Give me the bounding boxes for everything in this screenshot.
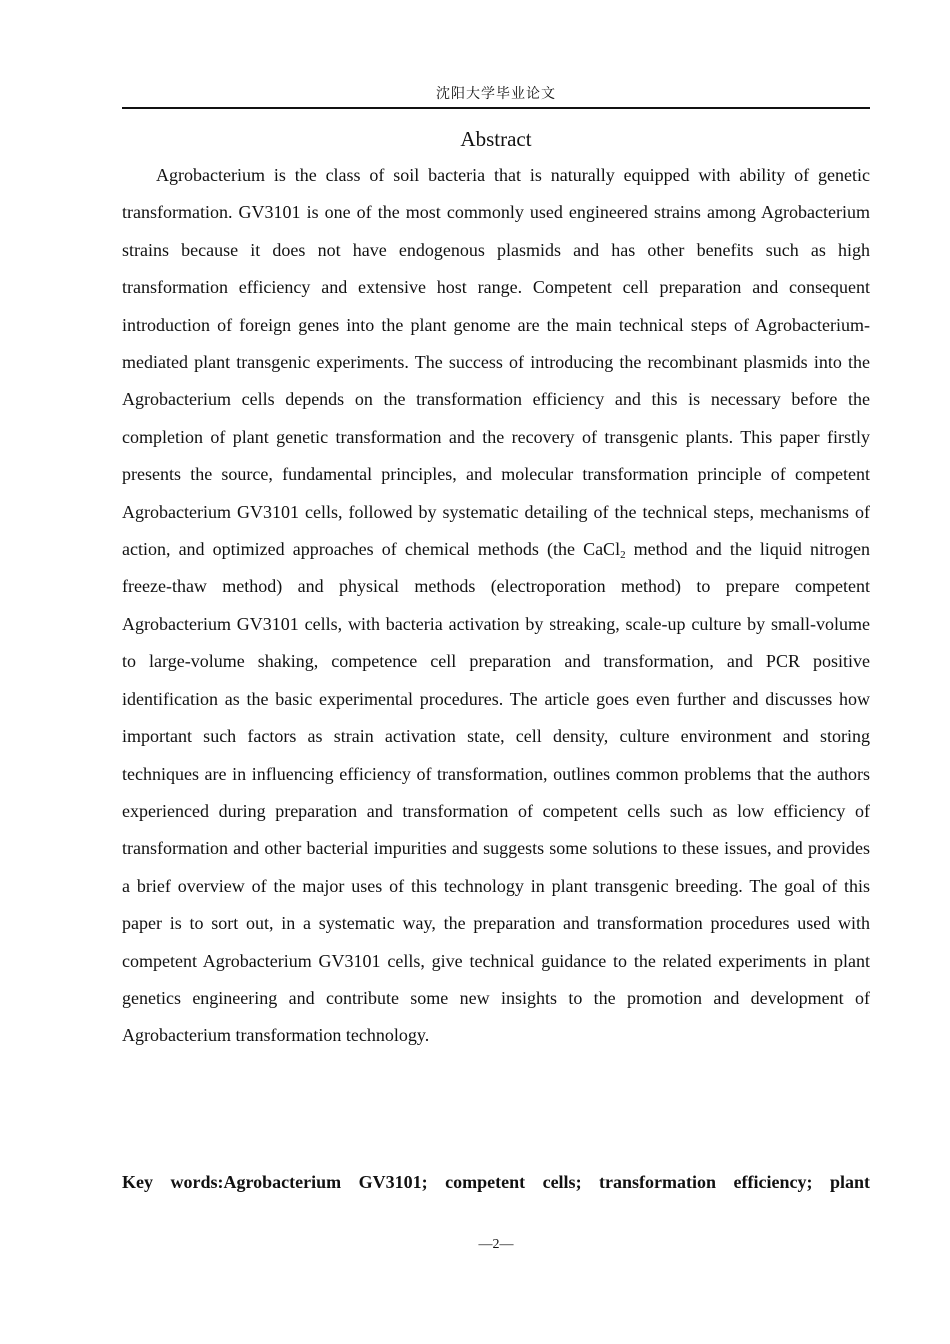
abstract-body bbox=[122, 157, 870, 1055]
cacl2-subscript: 2 bbox=[620, 549, 626, 562]
header-divider bbox=[122, 107, 870, 109]
abstract-title: Abstract bbox=[460, 127, 532, 151]
page-number: —2— bbox=[478, 1237, 514, 1252]
abstract-paragraph bbox=[122, 157, 870, 1055]
page-header: 沈阳大学毕业论文 bbox=[436, 87, 556, 102]
abstract-text-part1: Agrobacterium is the class of soil bacteria that is naturally equipped with ability of genetic transformation. GV3101 is one of the most commonly used engineered strains among Agrobacterium strains because it does not have endogenous plasmids and has other benefits such as high transformation efficiency and extensive host range. Competent cell preparation and consequent introduction of foreign genes into the plant genome are the main technical steps of Agrobacterium-mediated plant transgenic experiments. The success of introducing the recombinant plasmids into the Agrobacterium cells depends on the transformation efficiency and this is necessary before the completion of plant genetic transformation and the recovery of transgenic plants. This paper firstly presents the source, fundamental principles, and molecular transformation principle of competent Agrobacterium GV3101 cells, followed by systematic detailing of the technical steps, mechanisms of action, and optimized approaches of chemical methods (the CaCl bbox=[122, 165, 870, 560]
abstract-text-part2: method and the liquid nitrogen freeze-thaw method) and physical methods (electroporation method) to prepare competent Agrobacterium GV3101 cells, with bacteria activation by streaking, scale-up culture by small-volume to large-volume shaking, competence cell preparation and transformation, and PCR positive identification as the basic experimental procedures. The article goes even further and discusses how important such factors as strain activation state, cell density, culture environment and storing techniques are in influencing efficiency of transformation, outlines common problems that the authors experienced during preparation and transformation of competent cells such as low efficiency of transformation and other bacterial impurities and suggests some solutions to these issues, and provides a brief overview of the major uses of this technology in plant transgenic breeding. The goal of this paper is to sort out, in a systematic way, the preparation and transformation procedures used with competent Agrobacterium GV3101 cells, give technical guidance to the related experiments in plant genetics engineering and contribute some new insights to the promotion and development of Agrobacterium transformation technology. bbox=[122, 539, 870, 1046]
keywords-line: Key words:Agrobacterium GV3101; competent cells; transformation efficiency; plant bbox=[122, 1172, 870, 1192]
